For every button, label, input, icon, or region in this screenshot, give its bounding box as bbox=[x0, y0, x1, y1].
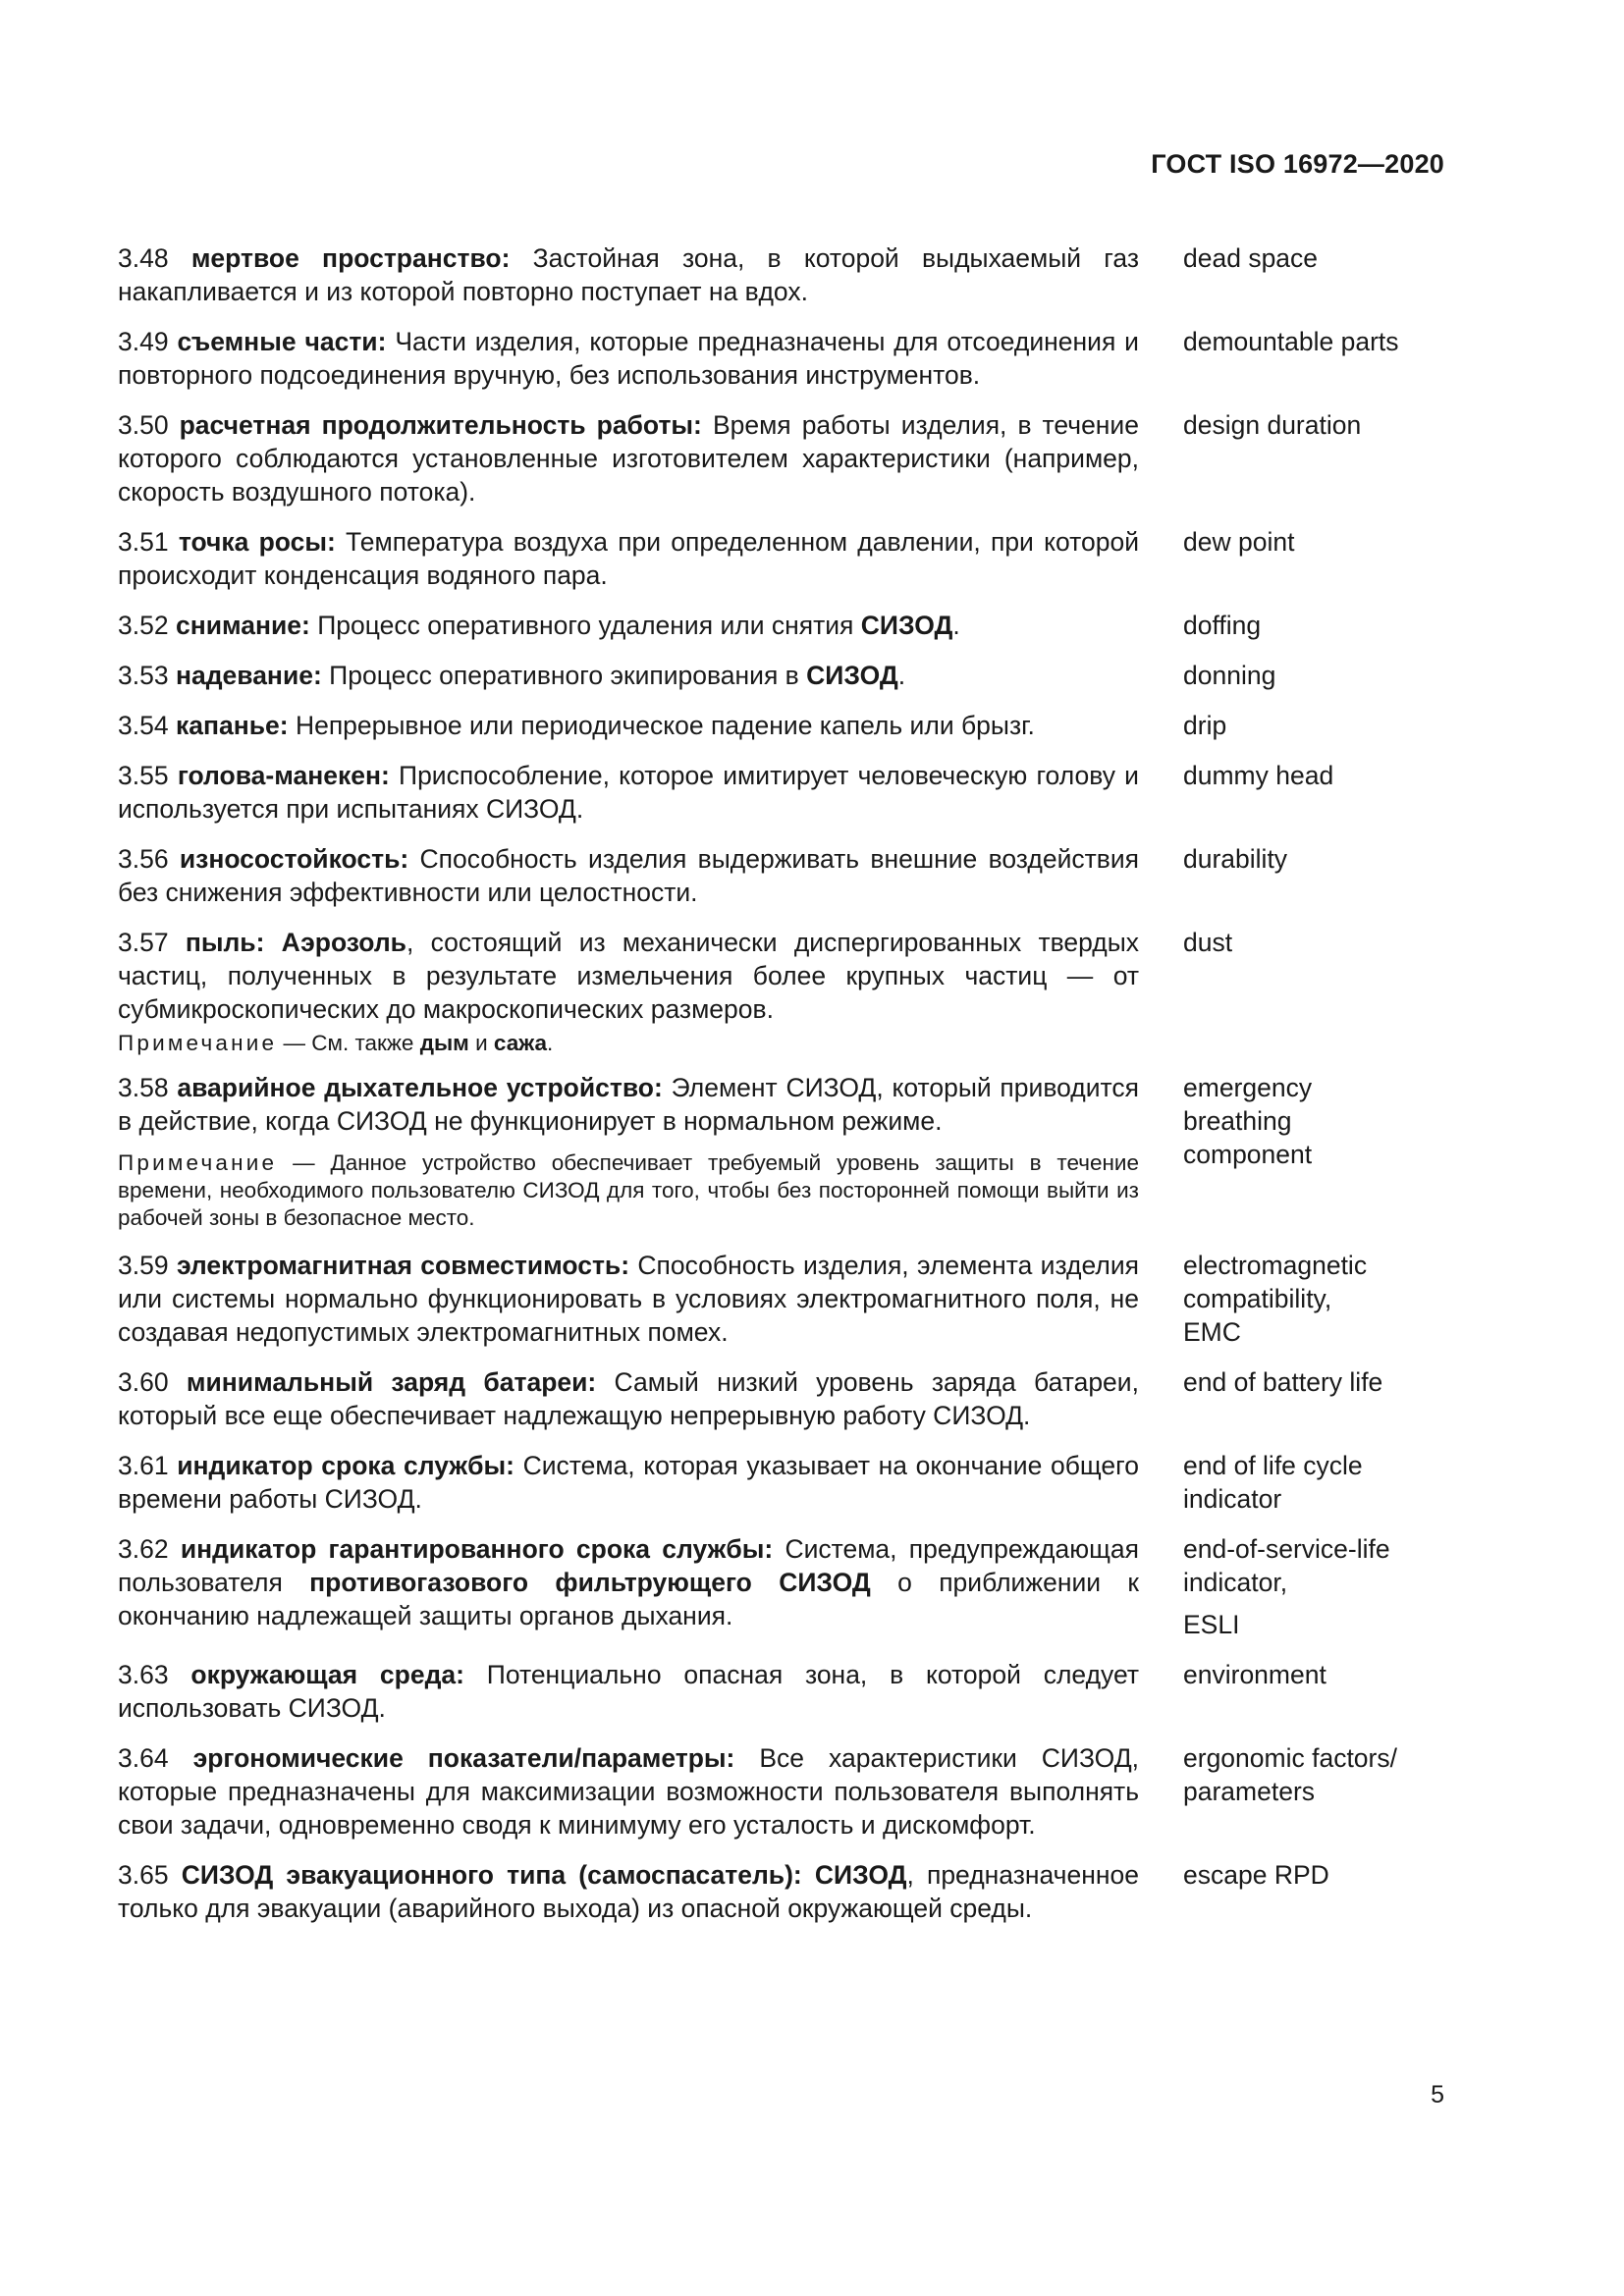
page-number: 5 bbox=[1431, 2081, 1444, 2109]
term-name: индикатор гарантированного срока службы: bbox=[180, 1534, 774, 1564]
term-english: durability bbox=[1183, 844, 1288, 874]
term-definition: 3.51 точка росы: Температура воздуха при определенном давлении, при которой происходит конденсация водяного пара. bbox=[118, 527, 1139, 590]
term-entry bbox=[118, 1532, 1444, 1641]
term-entry bbox=[118, 842, 1444, 909]
term-definition: 3.54 капанье: Непрерывное или периодическое падение капель или брызг. bbox=[118, 711, 1035, 740]
term-english: dew point bbox=[1183, 527, 1295, 557]
term-entry bbox=[118, 408, 1444, 508]
term-english: doffing bbox=[1183, 611, 1262, 640]
term-definition: 3.53 надевание: Процесс оперативного экипирования в СИЗОД. bbox=[118, 661, 906, 690]
term-entry bbox=[118, 1741, 1444, 1842]
term-definition: 3.65 СИЗОД эвакуационного типа (самоспасатель): СИЗОД, предназначенное только для эвакуации (аварийного выхода) из опасной окружающей среды. bbox=[118, 1860, 1139, 1923]
term-entry bbox=[118, 659, 1444, 692]
term-definition: 3.61 индикатор срока службы: Система, которая указывает на окончание общего времени работы СИЗОД. bbox=[118, 1451, 1139, 1514]
term-name: износостойкость: bbox=[179, 844, 409, 874]
term-name: минимальный заряд батареи: bbox=[186, 1367, 597, 1397]
term-definition: 3.58 аварийное дыхательное устройство: Элемент СИЗОД, который приводится в действие, когда СИЗОД не функционирует в нормальном режиме. Примечание — Данное устройство обеспечивает требуемый уровень защиты в течение времени, необходимого пользователю СИЗОД для того, чтобы без посторонней помощи выйти из рабочей зоны в безопасное место. bbox=[118, 1073, 1139, 1230]
term-name: эргономические показатели/параметры: bbox=[192, 1743, 735, 1773]
term-name: расчетная продолжительность работы: bbox=[179, 410, 702, 440]
term-name: снимание: bbox=[175, 611, 310, 640]
term-name: аварийное дыхательное устройство: bbox=[177, 1073, 663, 1102]
term-english: dummy head bbox=[1183, 761, 1334, 790]
term-name: съемные части: bbox=[177, 327, 387, 356]
term-entry bbox=[118, 1658, 1444, 1725]
term-name: электромагнитная совместимость: bbox=[176, 1251, 630, 1280]
term-entry bbox=[118, 1858, 1444, 1925]
term-entry bbox=[118, 325, 1444, 392]
term-entry bbox=[118, 609, 1444, 642]
term-english: design duration bbox=[1183, 410, 1362, 440]
term-english: drip bbox=[1183, 711, 1227, 740]
term-english: dust bbox=[1183, 928, 1233, 957]
term-english: end of life cycle indicator bbox=[1183, 1451, 1363, 1514]
document-header: ГОСТ ISO 16972—2020 bbox=[1151, 149, 1444, 179]
term-name: точка росы: bbox=[178, 527, 336, 557]
term-entry bbox=[118, 759, 1444, 826]
term-entry bbox=[118, 525, 1444, 592]
terms-list bbox=[118, 241, 1444, 1942]
term-english: electromagnetic compatibility, EMC bbox=[1183, 1251, 1368, 1347]
term-definition: 3.49 съемные части: Части изделия, которые предназначены для отсоединения и повторного подсоединения вручную, без использования инструментов. bbox=[118, 327, 1139, 390]
term-note: Примечание — См. также дым и сажа. bbox=[118, 1031, 554, 1055]
term-english: escape RPD bbox=[1183, 1860, 1329, 1890]
term-name: голова-манекен: bbox=[177, 761, 390, 790]
note-label: Примечание bbox=[118, 1150, 278, 1175]
term-entry bbox=[118, 926, 1444, 1026]
term-definition: 3.56 износостойкость: Способность изделия выдерживать внешние воздействия без снижения эффективности или целостности. bbox=[118, 844, 1139, 907]
term-name: пыль: bbox=[185, 928, 265, 957]
term-name: надевание: bbox=[175, 661, 322, 690]
term-entry bbox=[118, 241, 1444, 308]
term-name: мертвое пространство: bbox=[190, 243, 511, 273]
term-name: индикатор срока службы: bbox=[177, 1451, 514, 1480]
term-english: dead space bbox=[1183, 243, 1319, 273]
term-definition: 3.50 расчетная продолжительность работы: Время работы изделия, в течение которого соблюдаются установленные изготовителем характеристики (например, скорость воздушного потока). bbox=[118, 410, 1139, 507]
term-definition: 3.52 снимание: Процесс оперативного удаления или снятия СИЗОД. bbox=[118, 611, 960, 640]
term-english: donning bbox=[1183, 661, 1276, 690]
term-entry bbox=[118, 709, 1444, 742]
term-english: emergency breathing component bbox=[1183, 1073, 1313, 1169]
term-definition: 3.64 эргономические показатели/параметры: Все характеристики СИЗОД, которые предназначены для максимизации возможности пользователя выполнять свои задачи, одновременно сводя к минимуму его усталость и дискомфорт. bbox=[118, 1743, 1140, 1840]
term-definition: 3.57 пыль: Аэрозоль, состоящий из механически диспергированных твердых частиц, полученных в результате измельчения более крупных частиц — от субмикроскопических до макроскопических размеров. bbox=[118, 928, 1139, 1024]
term-definition: 3.59 электромагнитная совместимость: Способность изделия, элемента изделия или системы нормально функционировать в условиях электромагнитного поля, не создавая недопустимых электромагнитных помех. bbox=[118, 1251, 1139, 1347]
term-english: end-of-service-life indicator, ESLI bbox=[1183, 1534, 1390, 1639]
note-label: Примечание bbox=[118, 1031, 278, 1055]
term-definition: 3.48 мертвое пространство: Застойная зона, в которой выдыхаемый газ накапливается и из которой повторно поступает на вдох. bbox=[118, 243, 1139, 306]
term-english: ergonomic factors/ parameters bbox=[1183, 1743, 1397, 1806]
term-definition: 3.60 минимальный заряд батареи: Самый низкий уровень заряда батареи, который все еще обеспечивает надлежащую непрерывную работу СИЗОД. bbox=[118, 1367, 1139, 1430]
term-name: капанье: bbox=[175, 711, 289, 740]
term-entry bbox=[118, 1449, 1444, 1516]
term-definition: 3.55 голова-манекен: Приспособление, которое имитирует человеческую голову и используется при испытаниях СИЗОД. bbox=[118, 761, 1139, 824]
term-name: окружающая среда: bbox=[190, 1660, 464, 1689]
term-name: СИЗОД эвакуационного типа (самоспасатель): bbox=[181, 1860, 802, 1890]
term-entry bbox=[118, 1365, 1444, 1432]
term-english: end of battery life bbox=[1183, 1367, 1383, 1397]
term-definition: 3.62 индикатор гарантированного срока службы: Система, предупреждающая пользователя противогазового фильтрующего СИЗОД о приближении к окончанию надлежащей защиты органов дыхания. bbox=[118, 1534, 1139, 1630]
term-definition: 3.63 окружающая среда: Потенциально опасная зона, в которой следует использовать СИЗОД. bbox=[118, 1660, 1139, 1723]
term-english: environment bbox=[1183, 1660, 1326, 1689]
term-english: demountable parts bbox=[1183, 327, 1399, 356]
term-entry bbox=[118, 1249, 1444, 1349]
term-entry bbox=[118, 1071, 1444, 1232]
term-note: Примечание — Данное устройство обеспечивает требуемый уровень защиты в течение времени, необходимого пользователю СИЗОД для того, чтобы без посторонней помощи выйти из рабочей зоны в безопасное место. bbox=[118, 1150, 1139, 1230]
